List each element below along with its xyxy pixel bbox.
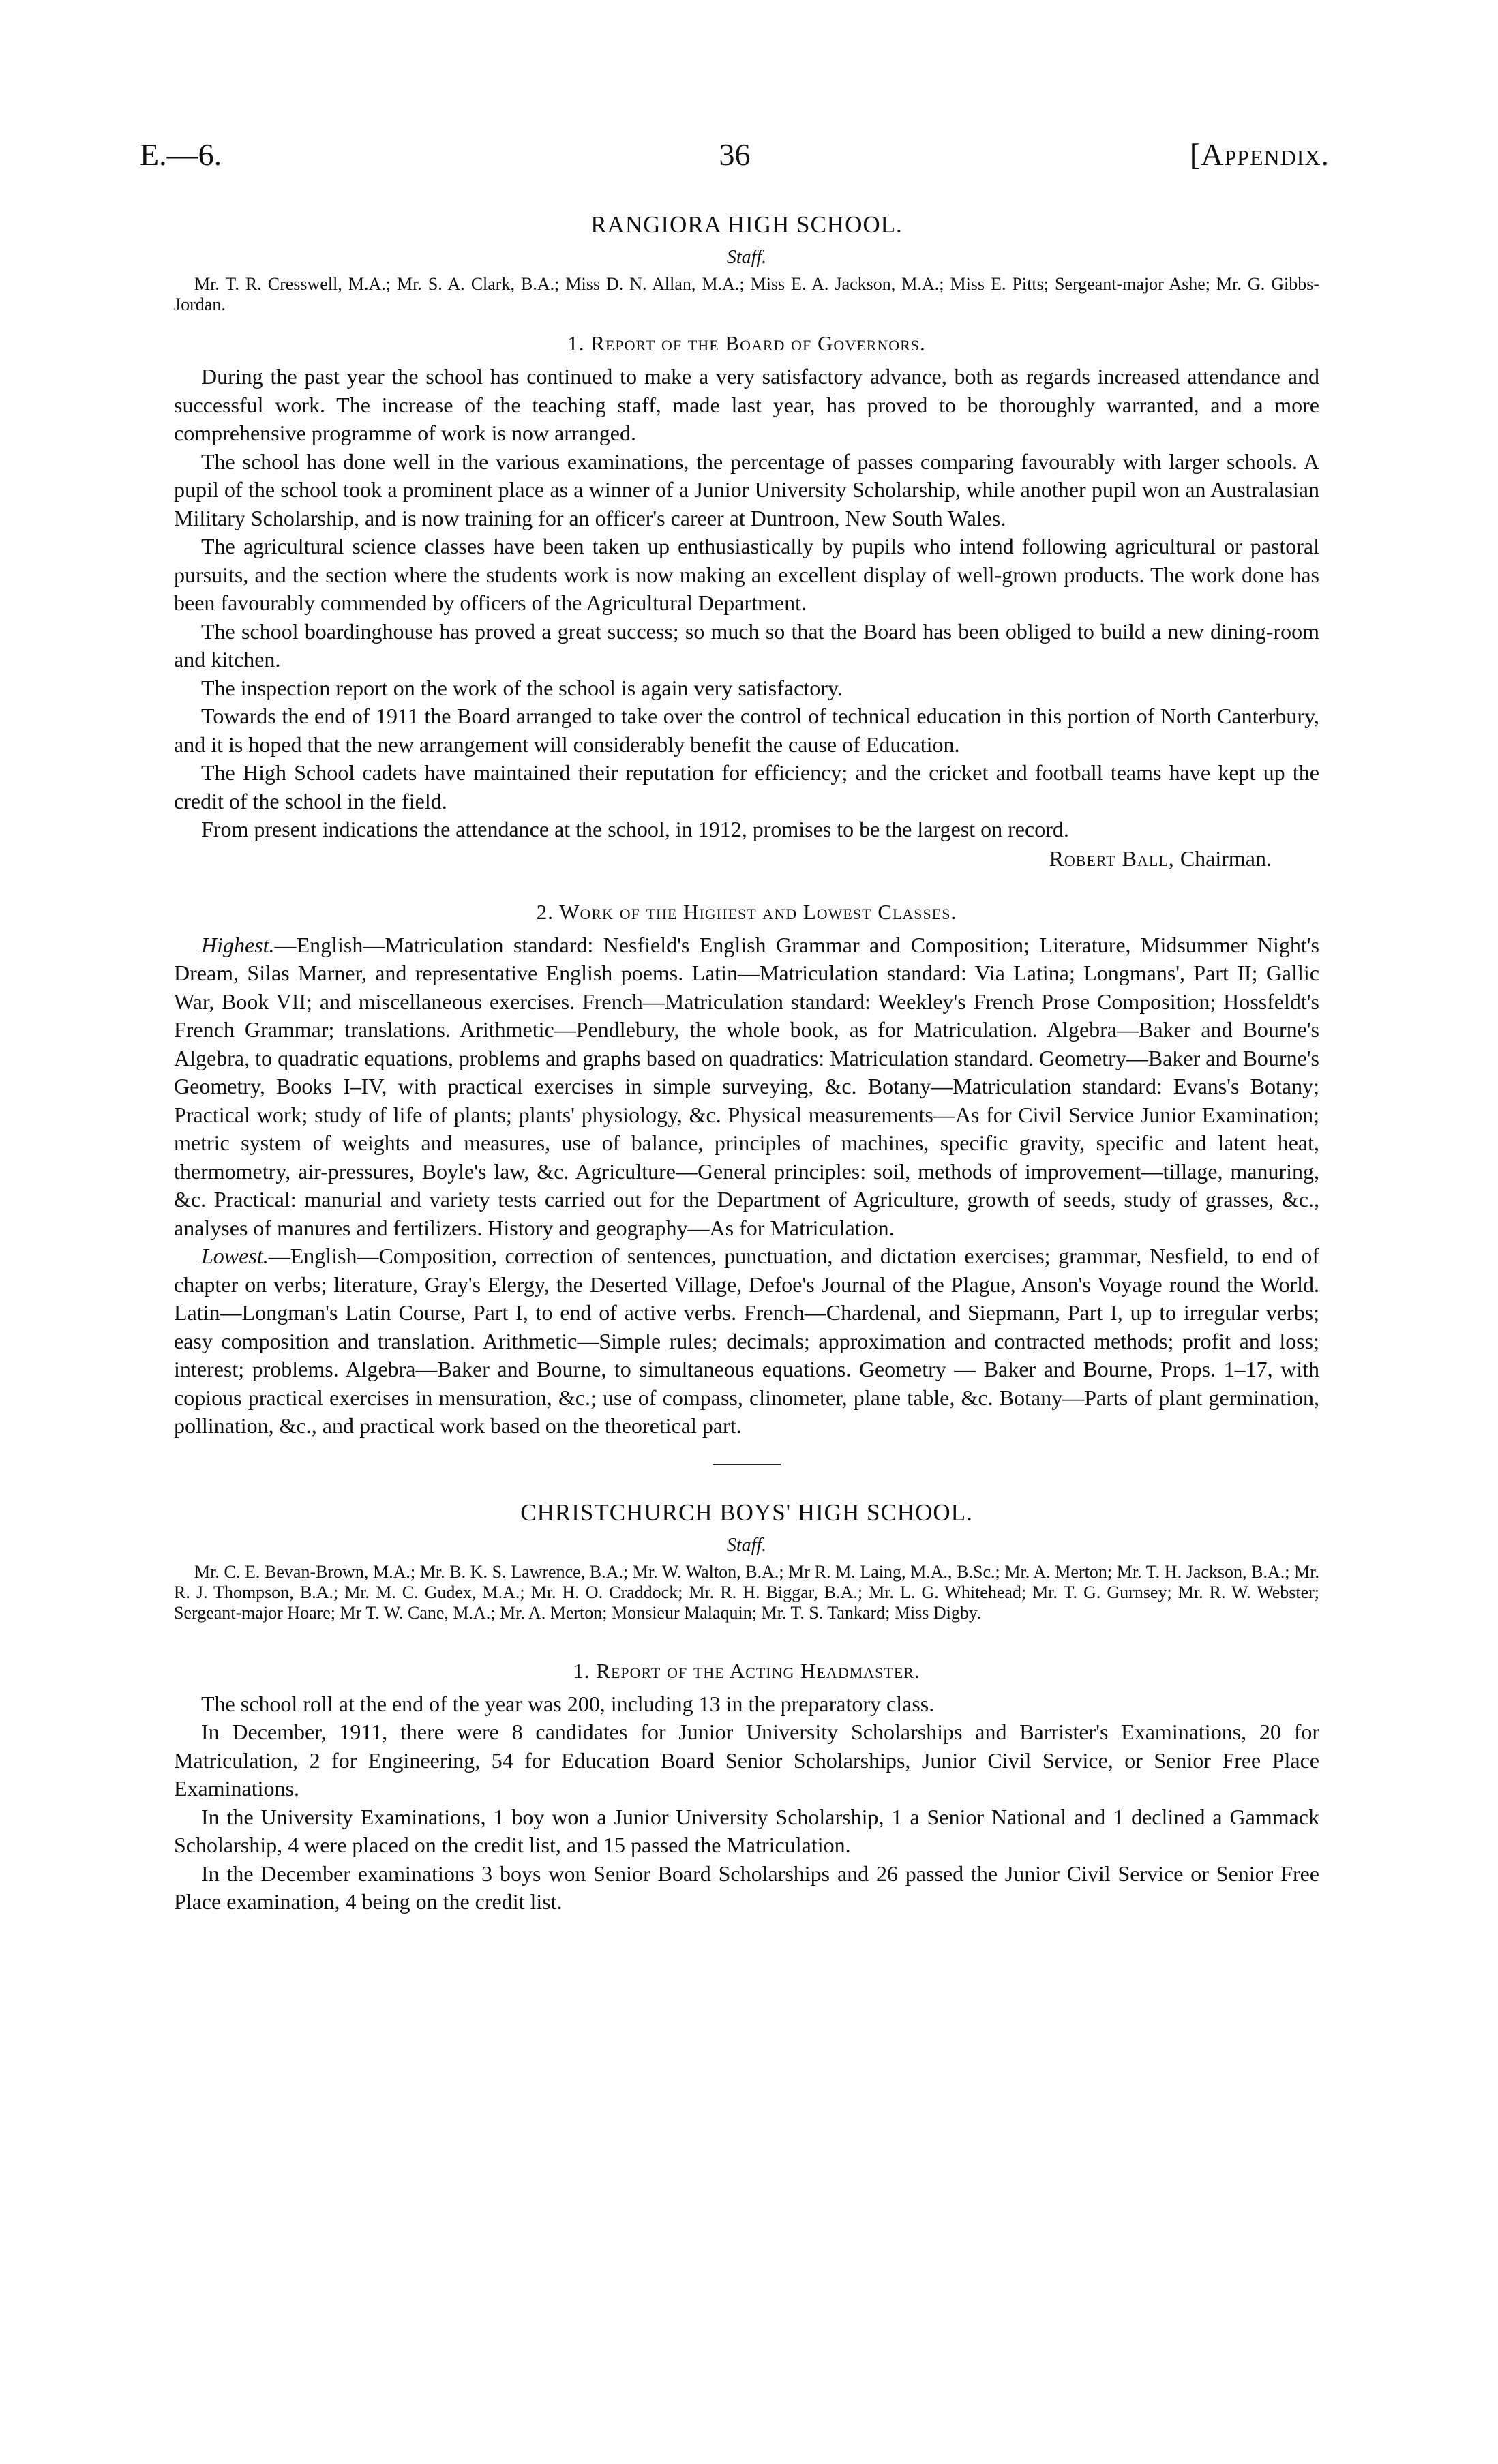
rangiora-signature (174, 844, 1319, 873)
rangiora-staff-heading: Staff. (726, 247, 767, 268)
highest-classes-paragraph (174, 931, 1319, 1243)
christchurch-report-paragraph: In the December examinations 3 boys won Senior Board Scholarships and 26 passed the Junior Civil Service or Senior Free Place examination, 4 being on the credit list. (174, 1861, 1319, 1914)
lowest-text: —English—Composition, correction of sentences, punctuation, and dictation exercises; grammar, Nesfield, to end of chapter on verbs; literature, Gray's Elergy, the Deserted Village, Defoe's Journal of the Plague, Anson's Voyage round the World. Latin—Longman's Latin Course, Part I, to end of active verbs. French—Chardenal, and Siepmann, Part I, up to irregular verbs; easy composition and translation. Arithmetic—Simple rules; decimals; approximation and contracted methods; profit and loss; interest; problems. Algebra—Baker and Bourne, to simultaneous equations. Geometry — Baker and Bourne, Props. 1–17, with copious practical exercises in mensuration, &c.; use of compass, clinometer, plane table, &c. Botany—Parts of plant germination, pollination, &c., and practical work based on the theoretical part. (174, 1244, 1319, 1438)
christchurch-report-paragraph: The school roll at the end of the year was 200, including 13 in the preparatory class. (201, 1691, 935, 1716)
lowest-label: Lowest. (201, 1244, 269, 1268)
rangiora-report-paragraph: The agricultural science classes have been taken up enthusiastically by pupils who intend following agricultural or pastoral pursuits, and the section where the students work is now making an excellent display of well-grown products. The work done has been favourably commended by officers of the Agricultural Department. (174, 534, 1319, 615)
header-right: [Appendix. (1189, 137, 1330, 172)
section-divider (713, 1464, 781, 1465)
christchurch-report-paragraph: In December, 1911, there were 8 candidates for Junior University Scholarships and Barrister's Examinations, 20 for Matriculation, 2 for Engineering, 54 for Education Board Senior Scholarships, Junior Civil Service, or Senior Free Place Examinations. (174, 1719, 1319, 1801)
highest-text: —English—Matriculation standard: Nesfield's English Grammar and Composition; Literature, Midsummer Night's Dream, Silas Marner, and representative English poems. Latin—Matriculation standard: Via Latina; Longmans', Part II; Gallic War, Book VII; and miscellaneous exercises. French—Matriculation standard: Weekley's French Prose Composition; Hossfeldt's French Grammar; translations. Arithmetic—Pendlebury, the whole book, as for Matriculation. Algebra—Baker and Bourne's Algebra, to quadratic equations, problems and graphs based on quadratics: Matriculation standard. Geometry—Baker and Bourne's Geometry, Books I–IV, with practical exercises in simple surveying, &c. Botany—Matriculation standard: Evans's Botany; Practical work; study of life of plants; plants' physiology, &c. Physical measurements—As for Civil Service Junior Examination; metric system of weights and measures, use of balance, principles of machines, specific gravity, specific and latent heat, thermometry, air-pressures, Boyle's law, &c. Agriculture—General principles: soil, methods of improvement—tillage, manuring, &c. Practical: manurial and variety tests carried out for the Department of Agriculture, growth of seeds, study of grasses, &c., analyses of manures and fertilizers. History and geography—As for Matriculation. (174, 932, 1319, 1240)
christchurch-staff-heading: Staff. (726, 1534, 767, 1556)
rangiora-work-heading: 2. Work of the Highest and Lowest Classes. (536, 899, 957, 924)
header-left: E.—6. (140, 137, 222, 172)
christchurch-report-paragraph: In the University Examinations, 1 boy won a Junior University Scholarship, 1 a Senior National and 1 declined a Gammack Scholarship, 4 were placed on the credit list, and 15 passed the Matriculation. (174, 1804, 1319, 1857)
christchurch-report-heading: 1. Report of the Acting Headmaster. (573, 1658, 920, 1683)
rangiora-staff-list: Mr. T. R. Cresswell, M.A.; Mr. S. A. Clark, B.A.; Miss D. N. Allan, M.A.; Miss E. A. Jackson, M.A.; Miss E. Pitts; Sergeant-major Ashe; Mr. G. Gibbs-Jordan. (174, 274, 1319, 314)
rangiora-report-paragraph: The inspection report on the work of the school is again very satisfactory. (201, 675, 843, 700)
rangiora-report-paragraph: Towards the end of 1911 the Board arranged to take over the control of technical education in this portion of North Canterbury, and it is hoped that the new arrangement will considerably benefit the cause of Education. (174, 704, 1319, 757)
rangiora-report-heading: 1. Report of the Board of Governors. (567, 331, 926, 355)
signature-title: Chairman. (1180, 845, 1272, 871)
page-number: 36 (719, 137, 751, 172)
rangiora-report-paragraph: During the past year the school has continued to make a very satisfactory advance, both as regards increased attendance and successful work. The increase of the teaching staff, made last year, has proved to be thoroughly warranted, and a more comprehensive programme of work is now arranged. (174, 364, 1319, 445)
rangiora-report-paragraph: The school boardinghouse has proved a great success; so much so that the Board has been obliged to build a new dining-room and kitchen. (174, 618, 1319, 672)
page-content (174, 211, 1319, 1917)
lowest-classes-paragraph (174, 1242, 1319, 1441)
running-head (140, 136, 1330, 177)
rangiora-report-paragraph: From present indications the attendance at the school, in 1912, promises to be the largest on record. (201, 817, 1069, 841)
rangiora-report-paragraph: The High School cadets have maintained their reputation for efficiency; and the cricket and football teams have kept up the credit of the school in the field. (174, 760, 1319, 813)
christchurch-title: CHRISTCHURCH BOYS' HIGH SCHOOL. (520, 1499, 973, 1526)
highest-label: Highest. (201, 932, 275, 957)
rangiora-report-paragraph: The school has done well in the various examinations, the percentage of passes comparing favourably with larger schools. A pupil of the school took a prominent place as a winner of a Junior University Scholarship, while another pupil won an Australasian Military Scholarship, and is now training for an officer's career at Duntroon, New South Wales. (174, 449, 1319, 530)
signature-name: Robert Ball, (1049, 845, 1175, 871)
rangiora-title: RANGIORA HIGH SCHOOL. (590, 211, 903, 238)
christchurch-staff-list: Mr. C. E. Bevan-Brown, M.A.; Mr. B. K. S. Lawrence, B.A.; Mr. W. Walton, B.A.; Mr R. M. Laing, M.A., B.Sc.; Mr. A. Merton; Mr. T. H. Jackson, B.A.; Mr. R. J. Thompson, B.A.; Mr. M. C. Gudex, M.A.; Mr. H. O. Craddock; Mr. R. H. Biggar, B.A.; Mr. L. G. Whitehead; Mr. T. G. Gurnsey; Mr. R. W. Webster; Sergeant-major Hoare; Mr T. W. Cane, M.A.; Mr. A. Merton; Monsieur Malaquin; Mr. T. S. Tankard; Miss Digby. (174, 1561, 1319, 1623)
